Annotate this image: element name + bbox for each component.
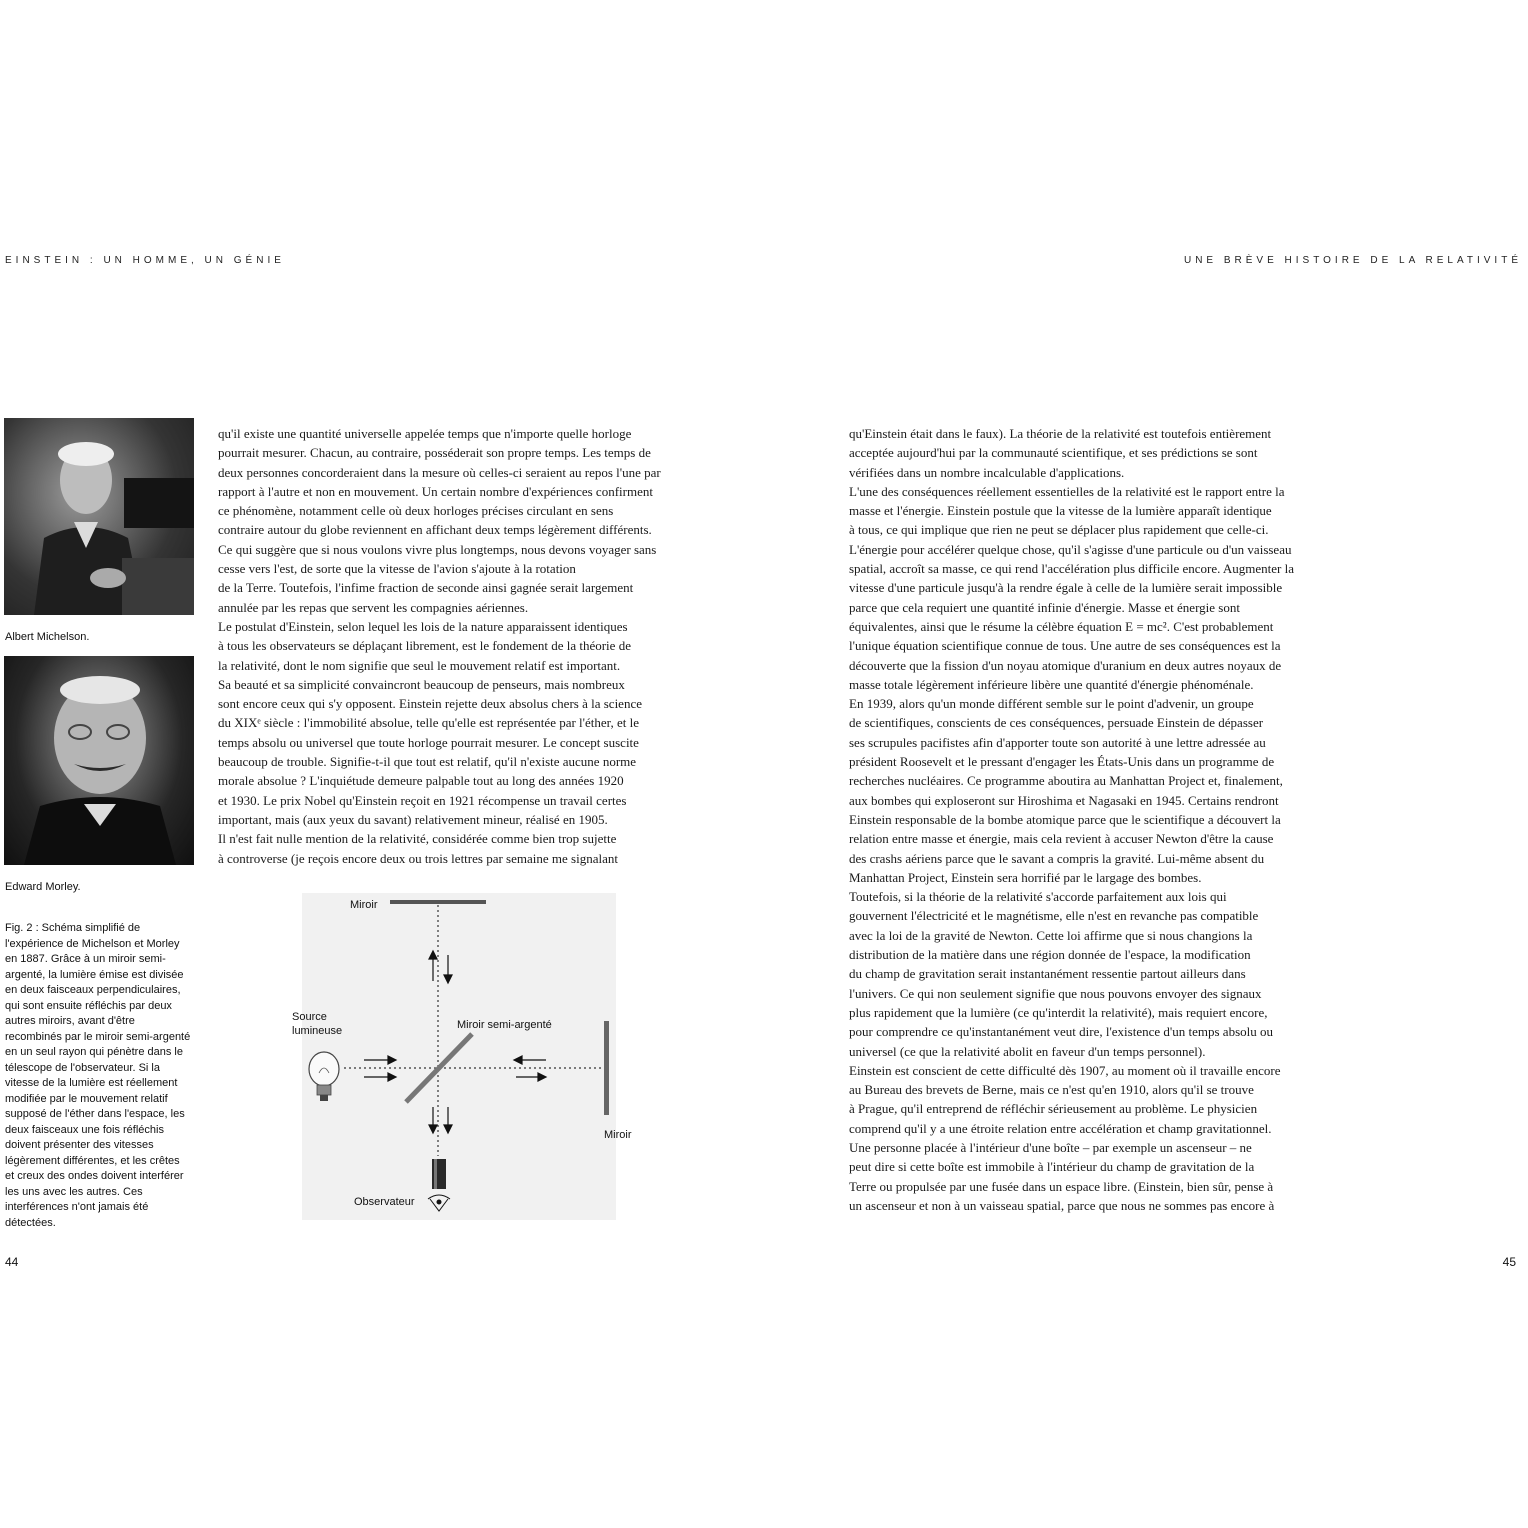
text-line: équivalentes, ainsi que le résume la célèbre équation E = mc². C'est probablement (849, 618, 1274, 634)
text-line: Une personne placée à l'intérieur d'une boîte – par exemple un ascenseur – ne (849, 1139, 1252, 1155)
text-line: aux bombes qui exploseront sur Hiroshima et Nagasaki en 1945. Certains rendront (849, 792, 1279, 808)
mirror-top-shape (390, 900, 486, 904)
text-line: Sa beauté et sa simplicité convaincront beaucoup de penseurs, mais nombreux (218, 676, 625, 692)
text-line: découverte que la fission d'un noyau atomique d'uranium en deux autres noyaux de (849, 657, 1282, 673)
photo-albert-michelson (4, 418, 194, 615)
label-observer: Observateur (354, 1196, 415, 1208)
text-line: à tous, ce qui implique que rien ne peut se déplacer plus rapidement que celle-ci. (849, 522, 1269, 538)
text-line: contraire autour du globe reviennent en affichant deux temps légèrement différents. (218, 522, 652, 538)
text-line: pourrait mesurer. Chacun, au contraire, posséderait son propre temps. Les temps de (218, 445, 651, 461)
text-line: et 1930. Le prix Nobel qu'Einstein reçoit en 1921 récompense un travail certes (218, 792, 627, 808)
michelson-morley-diagram (292, 893, 632, 1220)
text-line: relation entre masse et énergie, mais cela revient à accuser Newton d'être la cause (849, 831, 1274, 847)
portrait-morley-illustration (4, 656, 194, 865)
text-line: comprend qu'il y a une étroite relation entre accélération et champ gravitationnel. (849, 1120, 1272, 1136)
text-line: la relativité, dont le nom signifie que seul le mouvement relatif est important. (218, 657, 621, 673)
text-line: Terre ou propulsée par une fusée dans un espace libre. (Einstein, bien sûr, pense à (849, 1178, 1274, 1194)
text-line: à controverse (je reçois encore deux ou trois lettres par semaine me signalant (218, 850, 618, 866)
text-line: important, mais (aux yeux du savant) relativement mineur, réalisé en 1905. (218, 811, 608, 827)
text-line: ses scrupules pacifistes afin d'apporter toute son autorité à une lettre adressée au (849, 734, 1266, 750)
page-number-right: 45 (1502, 1255, 1516, 1269)
text-line: Einstein responsable de la bombe atomique parce que le scientifique a découvert la (849, 811, 1281, 827)
text-line: L'énergie pour accélérer quelque chose, qu'il s'agisse d'une particule ou d'un vaisseau (849, 541, 1292, 557)
text-line: au Bureau des brevets de Berne, mais ce n'est qu'en 1910, alors qu'il se trouve (849, 1082, 1254, 1098)
text-line: masse totale légèrement inférieure libère une quantité d'énergie phénoménale. (849, 676, 1254, 692)
arrows-vertical-lower (429, 1107, 452, 1133)
text-line: gouvernent l'électricité et le magnétisme, elle n'est en revanche pas compatible (849, 908, 1259, 924)
text-line: L'une des conséquences réellement essentielles de la relativité est le rapport entre la (849, 483, 1285, 499)
text-line: rapport à l'autre et non en mouvement. Un certain nombre d'expériences confirment (218, 483, 653, 499)
photo-caption-morley: Edward Morley. (5, 881, 81, 893)
page-number-left: 44 (5, 1255, 19, 1269)
text-line: vitesse d'une particule jusqu'à la rendre égale à celle de la lumière serait impossible (849, 580, 1283, 596)
text-line: du champ de gravitation serait instantanément ressentie partout ailleurs dans (849, 966, 1246, 982)
text-line: président Roosevelt et le pressant d'engager les États-Unis dans un programme de (849, 754, 1275, 770)
text-line: universel (ce que la relativité abolit en faveur d'un temps personnel). (849, 1043, 1206, 1059)
mirror-right-shape (604, 1021, 609, 1115)
portrait-michelson-illustration (4, 418, 194, 615)
text-line: Il n'est fait nulle mention de la relativité, considérée comme bien trop sujette (218, 831, 617, 847)
text-line: temps absolu ou universel que toute horloge pourrait mesurer. Le concept suscite (218, 734, 639, 750)
text-line: Einstein est conscient de cette difficulté dès 1907, au moment où il travaille encore (849, 1062, 1281, 1078)
text-line: Manhattan Project, Einstein sera horrifié par le largage des bombes. (849, 869, 1202, 885)
text-line: plus rapidement que la lumière (ce qu'interdit la relativité), mais requiert encore, (849, 1004, 1268, 1020)
text-column-right (849, 424, 1319, 1215)
running-header-right: UNE BRÈVE HISTOIRE DE LA RELATIVITÉ (1183, 255, 1522, 266)
text-line: distribution de la matière dans une région donnée de l'espace, la modification (849, 947, 1251, 963)
text-line: beaucoup de trouble. Signifie-t-il que tout est relatif, qu'il n'existe aucune norme (218, 754, 637, 770)
label-semi-mirror: Miroir semi-argenté (457, 1019, 552, 1031)
text-line: deux personnes concorderaient dans la mesure où celles-ci seraient au repos l'une par (218, 464, 661, 480)
text-line: Ce qui suggère que si nous voulons vivre plus longtemps, nous devons voyager sans (218, 541, 657, 557)
light-bulb-icon (309, 1052, 339, 1101)
text-line: morale absolue ? L'inquiétude demeure palpable tout au long des années 1920 (218, 773, 624, 789)
running-header-left: EINSTEIN : UN HOMME, UN GÉNIE (5, 255, 285, 266)
text-line: Toutefois, si la théorie de la relativité s'accorde parfaitement aux lois qui (849, 889, 1227, 905)
arrows-vertical-upper (429, 951, 452, 983)
label-light-source: Source lumineuse (292, 1011, 343, 1037)
label-mirror-right: Miroir (604, 1129, 632, 1141)
text-line: cesse vers l'est, de sorte que la vitesse de l'avion s'ajoute à la rotation (218, 561, 576, 577)
eye-icon (428, 1195, 450, 1211)
text-line: pour comprendre ce qu'instantanément veut dire, l'existence d'un temps absolu ou (849, 1024, 1273, 1040)
text-line: à tous les observateurs se déplaçant librement, est le fondement de la théorie de (218, 638, 631, 654)
text-line: de la Terre. Toutefois, l'infime fraction de seconde ainsi gagnée serait largement (218, 580, 634, 596)
text-line: sont encore ceux qui s'y opposent. Einstein rejette deux absolus chers à la science (218, 696, 642, 712)
text-line: qu'Einstein était dans le faux). La théorie de la relativité est toutefois entièrement (849, 426, 1272, 441)
text-line: masse et l'énergie. Einstein postule que la vitesse de la lumière apparaît identique (849, 503, 1272, 519)
text-line: annulée par les repas que servent les compagnies aériennes. (218, 599, 529, 615)
telescope-icon (432, 1159, 446, 1189)
text-line: peut dire si cette boîte est immobile à l'intérieur du champ de gravitation de la (849, 1159, 1255, 1175)
text-line: spatial, accroît sa masse, ce qui rend l'accélération plus difficile encore. Augmenter la (849, 561, 1295, 577)
text-line: En 1939, alors qu'un monde différent semble sur le point d'advenir, un groupe (849, 696, 1254, 712)
text-line: parce que cela requiert une quantité infinie d'énergie. Masse et énergie sont (849, 599, 1240, 615)
text-line: Le postulat d'Einstein, selon lequel les lois de la nature apparaissent identiques (218, 618, 628, 634)
text-line: recherches nucléaires. Ce programme aboutira au Manhattan Project et, finalement, (849, 773, 1283, 789)
text-line: du XIXᵉ siècle : l'immobilité absolue, telle qu'elle est représentée par l'éther, et le (218, 715, 639, 731)
text-line: de scientifiques, conscients de ces conséquences, persuade Einstein de dépasser (849, 715, 1264, 731)
label-mirror-top: Miroir (350, 899, 378, 911)
diagram-drawing (302, 893, 616, 1220)
figure-caption: Fig. 2 : Schéma simplifié de l'expérience de Michelson et Morley en 1887. Grâce à un miroir semi-argenté, la lumière émise est divisée en deux faisceaux perpendiculaires, qui sont ensuite réfléchis par deux autres miroirs, avant d'être recombinés par le miroir semi-argenté en un seul rayon qui pénètre dans le télescope de l'observateur. Si la vitesse de la lumière est réellement modifiée par le mouvement relatif supposé de l'éther dans l'espace, les deux faisceaux une fois réfléchis doivent présenter des vitesses légèrement différentes, et les crêtes et creux des ondes doivent interférer les uns avec les autres. Ces interférences n'ont jamais été détectées. (5, 922, 191, 1229)
text-line: avec la loi de la gravité de Newton. Cette loi affirme que si nous changions la (849, 927, 1253, 943)
text-line: l'univers. Ce qui non seulement signifie que nous pouvons envoyer des signaux (849, 985, 1262, 1001)
text-line: acceptée aujourd'hui par la communauté scientifique, et ses prédictions se sont (849, 445, 1258, 461)
photo-caption-michelson: Albert Michelson. (5, 631, 90, 643)
text-column-left (218, 424, 688, 868)
text-line: vérifiées dans un nombre incalculable d'applications. (849, 464, 1125, 480)
text-line: ce phénomène, notamment celle où deux horloges précises circulant en sens (218, 503, 614, 519)
text-line: un ascenseur et non à un vaisseau spatial, parce que nous ne sommes pas encore à (849, 1197, 1275, 1213)
text-line: qu'il existe une quantité universelle appelée temps que n'importe quelle horloge (218, 426, 632, 441)
text-line: l'unique équation scientifique connue de tous. Une autre de ses conséquences est la (849, 638, 1281, 654)
photo-edward-morley (4, 656, 194, 865)
text-line: à Prague, qu'il entreprend de réfléchir sérieusement au problème. Le physicien (849, 1101, 1258, 1117)
text-line: des crashs aériens parce que le savant a compris la gravité. Lui-même absent du (849, 850, 1265, 866)
